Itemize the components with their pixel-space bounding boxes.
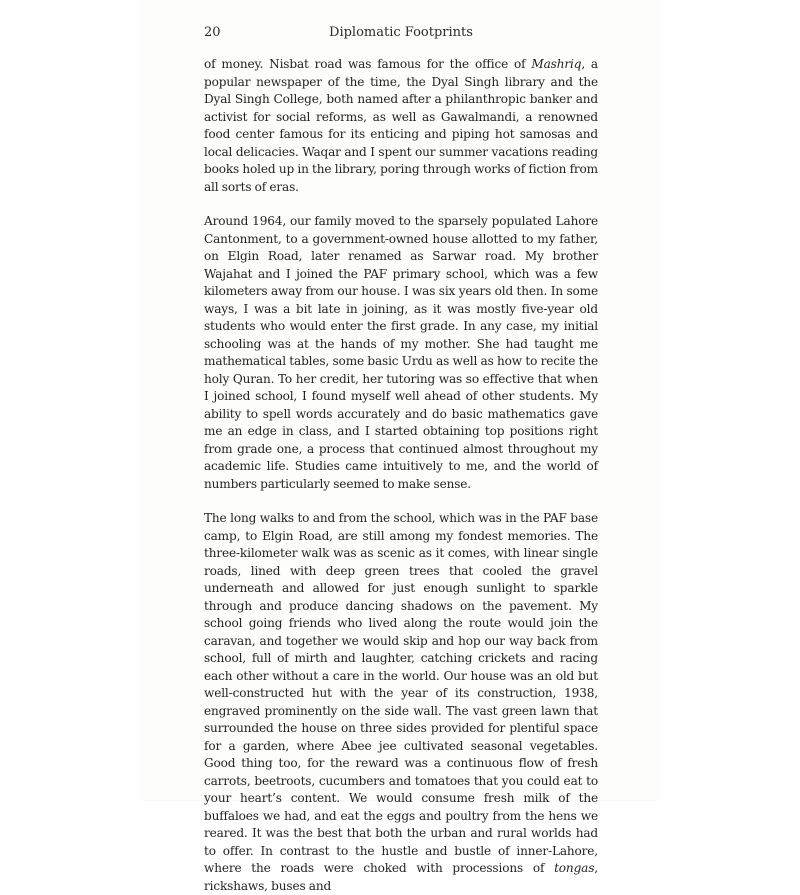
body-text [204,56,598,895]
paragraph [204,213,598,493]
page-header [204,25,598,45]
text-segment: , a popular newspaper of the time, the Dyal Singh library and the Dyal Singh College, both named after a philanthropic banker and activist for social reforms, as well as Gawalmandi, a renowned food center famous for its enticing and piping hot samosas and local delicacies. Waqar and I spent our summer vacations reading books holed up in the library, poring through works of fiction from all sorts of eras. [204,57,598,194]
text-segment: Around 1964, our family moved to the sparsely populated Lahore Cantonment, to a government-owned house allotted to my father, on Elgin Road, later renamed as Sarwar road. My brother Wajahat and I joined the PAF primary school, which was a few kilometers away from our house. I was six years old then. In some ways, I was a bit late in joining, as it was mostly five-year old students who would enter the first grade. In any case, my initial schooling was at the hands of my mother. She had taught me mathematical tables, some basic Urdu as well as how to recite the holy Quran. To her credit, her tutoring was so effective that when I joined school, I found myself well ahead of other students. My ability to spell words accurately and do basic mathematics gave me an edge in class, and I started obtaining top positions right from grade one, a process that continued almost throughout my academic life. Studies came intuitively to me, and the world of numbers particularly seemed to make sense. [204,214,598,491]
page-number: 20 [204,25,221,40]
paragraph [204,510,598,895]
text-segment: , rickshaws, buses and [204,861,598,893]
paragraph [204,56,598,196]
text-segment: of money. Nisbat road was famous for the office of [204,57,532,71]
running-title: Diplomatic Footprints [329,25,473,40]
text-segment-italic: Mashriq [531,57,582,71]
text-segment: The long walks to and from the school, which was in the PAF base camp, to Elgin Road, are still among my fondest memories. The three-kilometer walk was as scenic as it comes, with linear single roads, lined with deep green trees that cooled the gravel underneath and allowed for just enough sunlight to sparkle through and produce dancing shadows on the pavement. My school going friends who lived along the route would join the caravan, and together we would skip and hop our way back from school, full of mirth and laughter, catching crickets and racing each other without a care in the world. Our house was an old but well-constructed hut with the year of its construction, 1938, engraved prominently on the side wall. The vast green lawn that surrounded the house on three sides provided for plentiful space for a garden, where Abee jee cultivated seasonal vegetables. Good thing too, for the reward was a continuous flow of fresh carrots, beetroots, cucumbers and tomatoes that you could eat to your heart’s content. We would consume fresh milk of the buffaloes we had, and eat the eggs and poultry from the hens we reared. It was the best that both the urban and rural worlds had to offer. In contrast to the hustle and bustle of inner-Lahore, where the roads were choked with processions of [204,511,598,875]
text-segment-italic: tongas [554,861,595,875]
